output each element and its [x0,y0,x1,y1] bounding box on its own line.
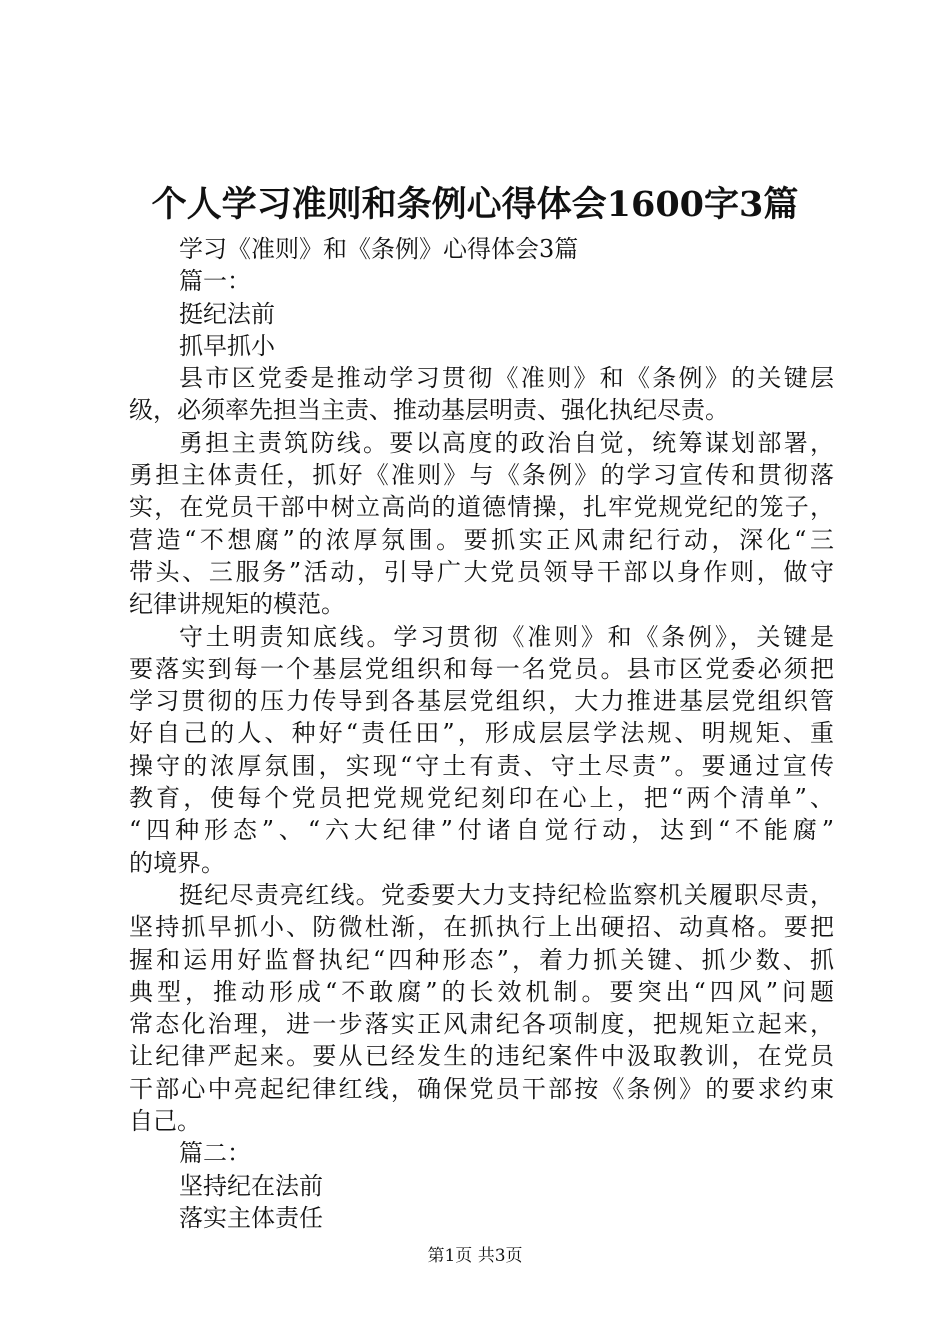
paragraph-line: 勇担主责筑防线。要以高度的政治自觉，统筹谋划部署， [179,428,834,457]
paragraph-line: 好自己的人、种好“责任田”，形成层层学法规、明规矩、重 [129,719,834,748]
section-heading: 篇一： [179,267,251,296]
paragraph-line: 勇担主体责任，抓好《准则》与《条例》的学习宣传和贯彻落 [129,461,834,490]
paragraph-line: 干部心中亮起纪律红线，确保党员干部按《条例》的要求约束 [129,1074,834,1103]
paragraph-line: 纪律讲规矩的模范。 [129,590,345,619]
paragraph-line: 要落实到每一个基层党组织和每一名党员。县市区党委必须把 [129,654,834,683]
paragraph-line: 教育，使每个党员把党规党纪刻印在心上，把“两个清单”、 [129,784,834,813]
section-subheading: 挺纪法前 [179,299,275,328]
paragraph-line: 自己。 [129,1107,201,1136]
document-title: 个人学习准则和条例心得体会1600字3篇 [151,184,799,225]
paragraph-line: 级，必须率先担当主责、推动基层明责、强化执纪尽责。 [129,396,729,425]
paragraph-line: 坚持抓早抓小、防微杜渐，在抓执行上出硬招、动真格。要把 [129,913,834,942]
paragraph-line: 的境界。 [129,848,225,877]
page-number: 第1页 共3页 [427,1246,523,1266]
paragraph-line: “四种形态”、“六大纪律”付诸自觉行动，达到“不能腐” [129,816,834,845]
paragraph-line: 营造“不想腐”的浓厚氛围。要抓实正风肃纪行动，深化“三 [129,525,834,554]
paragraph-line: 常态化治理，进一步落实正风肃纪各项制度，把规矩立起来， [129,1010,834,1039]
section-subheading: 抓早抓小 [179,331,275,360]
paragraph-line: 挺纪尽责亮红线。党委要大力支持纪检监察机关履职尽责， [179,880,834,909]
paragraph-line: 带头、三服务”活动，引导广大党员领导干部以身作则，做守 [129,557,834,586]
section-subheading: 落实主体责任 [179,1203,323,1232]
paragraph-line: 典型，推动形成“不敢腐”的长效机制。要突出“四风”问题 [129,977,834,1006]
paragraph-line: 学习贯彻的压力传导到各基层党组织，大力推进基层党组织管 [129,687,834,716]
section-heading: 篇二： [179,1139,251,1168]
document-body [129,233,834,1234]
paragraph-line: 守土明责知底线。学习贯彻《准则》和《条例》，关键是 [179,622,834,651]
paragraph-line: 握和运用好监督执纪“四种形态”，着力抓关键、抓少数、抓 [129,945,834,974]
subtitle-line: 学习《准则》和《条例》心得体会3篇 [179,235,579,263]
section-subheading: 坚持纪在法前 [179,1171,323,1200]
paragraph-line: 县市区党委是推动学习贯彻《准则》和《条例》的关键层 [179,364,834,393]
paragraph-line: 实，在党员干部中树立高尚的道德情操，扎牢党规党纪的笼子， [129,493,834,522]
paragraph-line: 让纪律严起来。要从已经发生的违纪案件中汲取教训，在党员 [129,1042,834,1071]
paragraph-line: 操守的浓厚氛围，实现“守土有责、守土尽责”。要通过宣传 [129,751,834,780]
